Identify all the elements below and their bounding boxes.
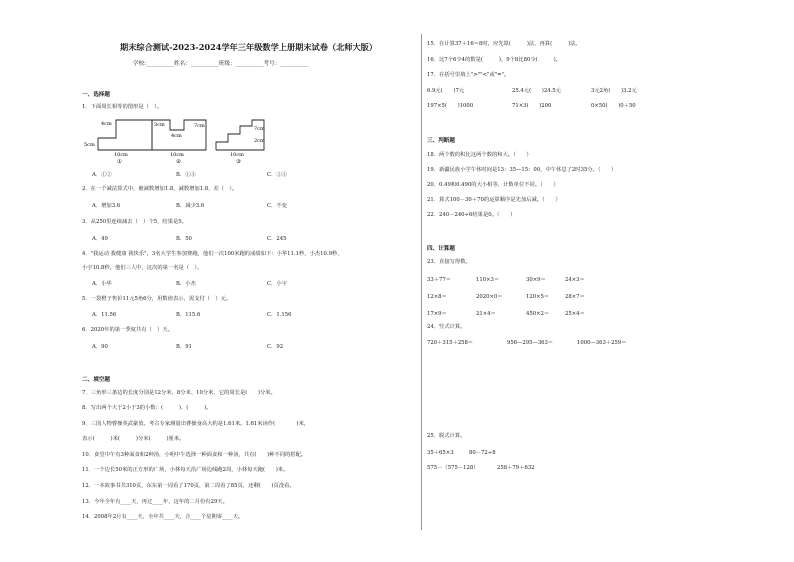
question-16: 16．比7个6少4的数是( )，9个8比80少( )。 [427, 57, 561, 63]
q1-option-a: A．①② [92, 172, 112, 178]
q17-item-5: 71×3( )200 [512, 103, 552, 109]
q4-option-c: C．小宇 [267, 281, 287, 287]
question-8: 8．写出两个大于2小于3的小数：( )、( )。 [82, 405, 212, 411]
q5-option-c: C．1.156 [267, 312, 292, 318]
question-12: 12．一本故事书共310页，东东第一周看了170页，第二周看了85页，还剩( )页没看。 [82, 483, 295, 489]
figure-2-top1-label: 3cm [154, 122, 165, 128]
figure-2 [148, 116, 210, 164]
q17-item-4: 197×5( )1000 [427, 103, 474, 109]
question-21: 21．算式100－30＋70的运算顺序是先加后减。（ ） [427, 197, 561, 203]
figure-3 [212, 116, 274, 164]
q6-option-a: A．90 [92, 344, 108, 350]
q17-item-2: 25.4元( )24.5元 [512, 88, 561, 94]
question-24: 24．竖式计算。 [427, 324, 466, 330]
calc-r3-c4: 25×4＝ [565, 311, 585, 317]
calc-r3-c3: 450×2＝ [526, 311, 550, 317]
q24-item-2: 956—295—363＝ [507, 340, 554, 346]
question-7: 7．三角形三条边的长度分别是12分米、8分米、10分米，它的周长是( )分米。 [82, 390, 276, 396]
question-25: 25．脱式计算。 [427, 433, 466, 439]
question-5: 5．一袋橙子售价11元5角6分，用数值表示，需支付（ ）元。 [82, 296, 232, 302]
figure-2-top2-label: 4cm [171, 133, 182, 139]
q1-option-b: B．①③ [176, 172, 196, 178]
figure-1-top-label: 4cm [101, 121, 112, 127]
calc-r3-c2: 21×4＝ [476, 311, 496, 317]
question-9-line1: 9．三国人物曹操英武豪放。考古专家测量出曹操身高大约是1.61米。1.61米读作( )米， [82, 421, 310, 427]
question-4-line2: 小宇10.8秒。他们三人中，这次的第一名是（ ）。 [82, 265, 203, 271]
calc-r1-c4: 24×3＝ [565, 277, 585, 283]
q3-option-c: C．245 [267, 236, 287, 242]
column-divider [421, 34, 422, 530]
figure-2-right-label: 7cm [194, 123, 205, 129]
figure-1 [84, 116, 156, 164]
q24-item-1: 720＋315＋258＝ [427, 340, 474, 346]
question-13: 13．今年全年有____天，再过____年，这年的二月份有29天。 [82, 499, 228, 505]
figure-2-bottom-label: 10cm [170, 152, 184, 158]
question-18: 18．两个数的积比这两个数的和大。（ ） [427, 152, 532, 158]
calc-r1-c3: 30×9＝ [526, 277, 546, 283]
question-2: 2．在一个减法算式中，被减数增加1.8，减数增加1.8，差（ ）。 [82, 186, 238, 192]
exam-title: 期末综合测试-2023-2024学年三年级数学上册期末试卷（北师大版） [120, 42, 378, 52]
figure-1-left-label: 5cm [84, 142, 95, 148]
q1-option-c: C．②③ [267, 172, 287, 178]
calc-r2-c4: 28×7＝ [565, 294, 585, 300]
q17-item-1: 6.9元( )7元 [427, 88, 465, 94]
q6-option-c: C．92 [267, 344, 284, 350]
q3-option-b: B．50 [176, 236, 192, 242]
q17-item-3: 3元2角( )3.2元 [591, 88, 637, 94]
section-calc: 四、计算题 [427, 246, 455, 252]
q2-option-b: B．减少3.6 [176, 203, 205, 209]
section-choice: 一、选择题 [82, 92, 110, 98]
q25-item-2: 80－72÷8 [469, 450, 496, 456]
calc-r1-c2: 110×3＝ [476, 277, 500, 283]
q24-item-3: 1000—363＋259＝ [577, 340, 627, 346]
question-20: 20．0.49和0.490的大小相等，计数单位不同。（ ） [427, 182, 559, 188]
question-4-line1: 4．"我运动 我健康 我快乐"，3名大学生参加赛跑，他们一次100米跑的成绩如下：小华11.1秒，小杰10.9秒， [82, 251, 343, 257]
calc-r2-c1: 12×8＝ [427, 294, 447, 300]
q25-item-1: 35＋65×3 [427, 450, 454, 456]
q4-option-b: B．小杰 [176, 281, 196, 287]
figure-3-bottom-label: 10cm [230, 152, 244, 158]
figure-3-right2-label: 2cm [254, 138, 265, 144]
figure-3-mark: ③ [236, 159, 241, 164]
q2-option-c: C．不变 [267, 203, 287, 209]
q5-option-a: A．11.56 [92, 312, 117, 318]
question-1: 1．下面周长相等的图形是（ ）。 [82, 104, 163, 110]
q17-item-6: 0×50( )0＋50 [591, 103, 636, 109]
question-11: 11．一个边长50米的正方形的广场，小林每天沿广场边线跑2周，小林每天跑( )米。 [82, 467, 289, 473]
q25-item-4: 258＋79＋632 [497, 465, 535, 471]
figure-1-bottom-label: 10cm [114, 152, 128, 158]
question-6: 6．2020年的第一季度共有（ ）天。 [82, 327, 174, 333]
question-15: 15．在计算37＋16＝8时，应先算( )法，再算( )法。 [427, 41, 581, 47]
q3-option-a: A．49 [92, 236, 108, 242]
question-22: 22．240－240÷6结果是0。（ ） [427, 212, 516, 218]
q25-item-3: 575－（575－128） [427, 465, 479, 471]
figure-3-right1-label: 7cm [254, 126, 265, 132]
q4-option-a: A．小华 [92, 281, 112, 287]
question-17: 17．在括号里填上">""<"或"="。 [427, 72, 510, 78]
question-10: 10．食堂中午有3种面食和2种汤，小明中午选择一种面食和一种汤，共有( )种不同的搭配。 [82, 452, 307, 458]
section-fill-in: 二、填空题 [82, 377, 110, 383]
q5-option-b: B．115.6 [176, 312, 201, 318]
figure-1-mark: ① [117, 159, 122, 164]
calc-r2-c3: 120×5＝ [526, 294, 550, 300]
figure-2-mark: ② [176, 159, 181, 164]
question-9-line2: 表示( )米( )分米( )厘米。 [82, 436, 185, 442]
question-23: 23．直接写得数。 [427, 259, 471, 265]
section-judge: 三、判断题 [427, 138, 455, 144]
calc-r3-c1: 17×9＝ [427, 311, 447, 317]
calc-r2-c2: 2020×0＝ [476, 294, 503, 300]
student-info-line: 学校:__________姓名：__________班级：__________考号：__________ [133, 61, 309, 67]
q6-option-b: B．91 [176, 344, 192, 350]
question-3: 3．从250里连续减去（ ）个5，结果是5。 [82, 219, 187, 225]
question-19: 19．新疆民族小学午休时间是13：35—15：00，中午休息了2时35分。（ ） [427, 167, 617, 173]
question-14: 14．2008年2月有____天，全年共____天，合____个星期零____天。 [82, 514, 244, 520]
calc-r1-c1: 33＋77＝ [427, 277, 452, 283]
q2-option-a: A．增加3.6 [92, 203, 121, 209]
